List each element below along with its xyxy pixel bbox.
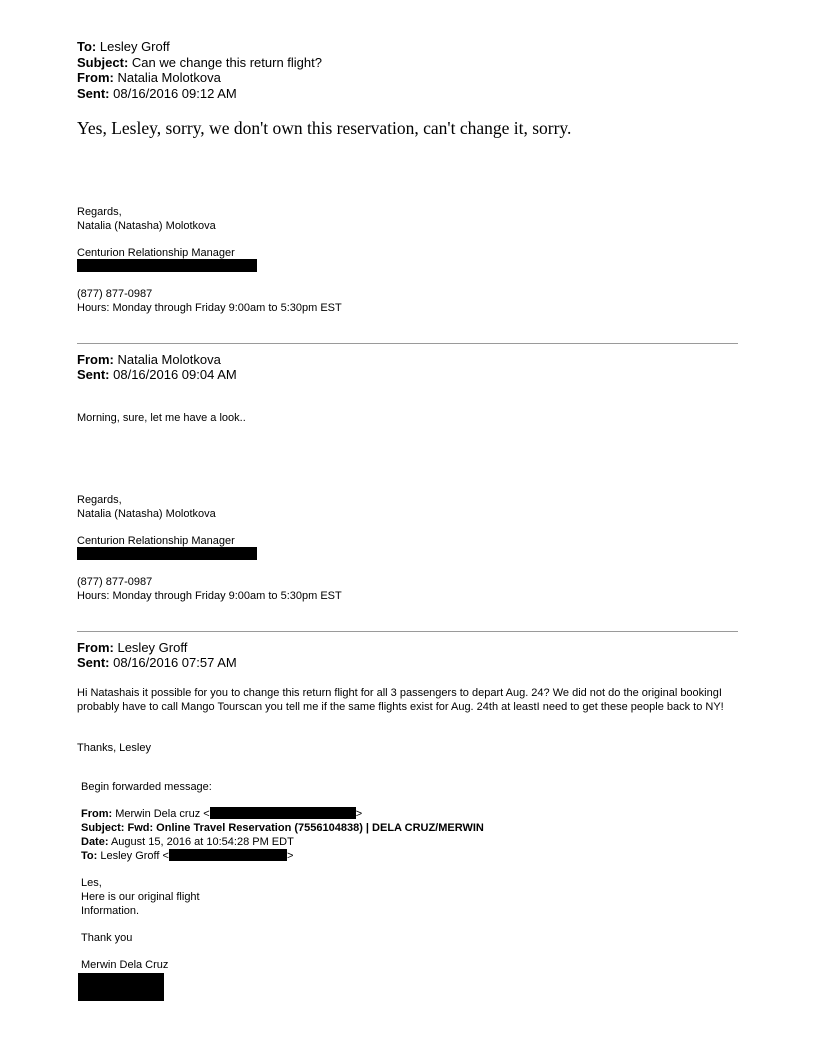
forwarded-intro: Begin forwarded message: [81,781,212,793]
to-label: To: [77,39,97,54]
email1-from-line [77,70,221,86]
email1-subject-line [77,55,322,71]
redaction-bar [78,973,164,1001]
redaction-bar [169,849,287,861]
email1-phone: (877) 877-0987 [77,288,153,300]
sent-label: Sent: [77,655,110,670]
email3-body: Hi Natashais it possible for you to change this return flight for all 3 passengers to depart Aug. 24? We did not do the original bookingI probably have to call Mango Tourscan you tell me if the same flights exist for Aug. 24th at leastI need to get these people back to NY! [77,687,724,713]
email2-from-line [77,352,221,368]
email2-signer: Natalia (Natasha) Molotkova [77,508,216,520]
email3-signoff: Thanks, Lesley [77,742,151,754]
email2-job-title: Centurion Relationship Manager [77,535,235,547]
sent-value: 08/16/2016 09:04 AM [113,367,237,382]
forwarded-line-1: Les, [81,877,102,889]
email1-sent-line [77,86,237,102]
email1-body: Yes, Lesley, sorry, we don't own this reservation, can't change it, sorry. [77,118,572,138]
email1-signer: Natalia (Natasha) Molotkova [77,220,216,232]
sent-label: Sent: [77,86,110,101]
from-close: > [355,808,363,820]
subject-value: Fwd: Online Travel Reservation (7556104838) | DELA CRUZ/MERWIN [127,822,484,834]
from-value: Natalia Molotkova [117,352,221,367]
email2-phone: (877) 877-0987 [77,576,153,588]
forwarded-subject-line [81,821,484,835]
date-label: Date: [81,836,109,848]
sent-label: Sent: [77,367,110,382]
email1-regards: Regards, [77,206,122,218]
email2-body: Morning, sure, let me have a look.. [77,412,246,424]
forwarded-thanks: Thank you [81,932,133,944]
divider [77,343,738,344]
email2-regards: Regards, [77,494,122,506]
email2-sent-line [77,367,237,383]
forwarded-line-3: Information. [81,905,140,917]
sent-value: 08/16/2016 07:57 AM [113,655,237,670]
forwarded-to-line [81,849,293,863]
from-name: Merwin Dela cruz < [115,808,210,820]
from-label: From: [77,352,114,367]
redaction-bar [77,259,257,272]
redaction-bar [210,807,356,819]
date-value: August 15, 2016 at 10:54:28 PM EDT [110,836,294,848]
forwarded-signer: Merwin Dela Cruz [81,959,169,971]
from-label: From: [77,640,114,655]
email3-from-line [77,640,187,656]
sent-value: 08/16/2016 09:12 AM [113,86,237,101]
to-name: Lesley Groff < [100,850,169,862]
forwarded-from-line [81,807,362,821]
subject-label: Subject: [77,55,129,70]
email3-sent-line [77,655,237,671]
to-close: > [286,850,294,862]
forwarded-date-line [81,835,294,849]
subject-value: Can we change this return flight? [131,55,322,70]
redaction-bar [77,547,257,560]
divider [77,631,738,632]
email1-to-line [77,39,170,55]
to-value: Lesley Groff [99,39,170,54]
from-label: From: [81,808,113,820]
from-value: Lesley Groff [117,640,188,655]
from-value: Natalia Molotkova [117,70,221,85]
forwarded-line-2: Here is our original flight [81,891,200,903]
subject-label: Subject: [81,822,125,834]
email1-hours: Hours: Monday through Friday 9:00am to 5:30pm EST [77,302,342,314]
to-label: To: [81,850,98,862]
from-label: From: [77,70,114,85]
email2-hours: Hours: Monday through Friday 9:00am to 5:30pm EST [77,590,342,602]
email1-job-title: Centurion Relationship Manager [77,247,235,259]
